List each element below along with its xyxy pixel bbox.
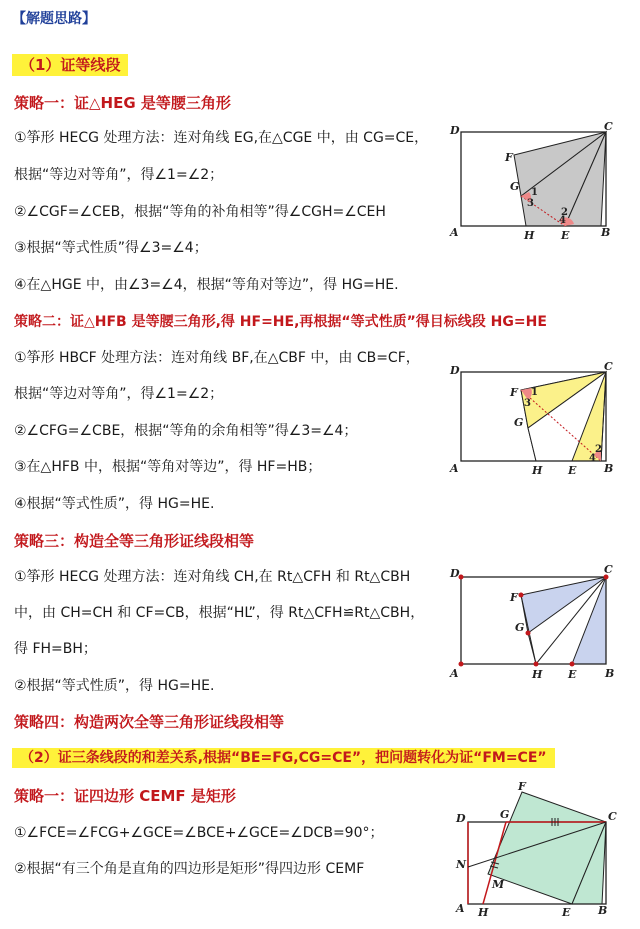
s1-line4: ③根据“等式性质”得∠3=∠4； — [14, 240, 208, 256]
s1-line3: ②∠CGF=∠CEB，根据“等角的补角相等”得∠CGH=∠CEH — [14, 204, 386, 220]
fig2-angle-3: 3 — [524, 398, 531, 409]
fig4-label-a: A — [456, 902, 465, 915]
fig2-label-g: G — [514, 416, 524, 429]
part1-title-text: （1）证等线段 — [12, 54, 128, 76]
fig3-label-g: G — [515, 621, 525, 634]
fig4-label-c: C — [608, 810, 617, 823]
fig1-label-h: H — [524, 229, 535, 242]
fig1-label-b: B — [601, 226, 611, 239]
fig3-point-f — [519, 593, 524, 598]
fig2-label-f: F — [510, 386, 518, 399]
fig1-angle-2: 2 — [561, 207, 568, 218]
part2-title-text: （2）证三条线段的和差关系,根据“BE=FG,CG=CE”，把问题转化为证“FM=CE” — [12, 748, 555, 768]
fig1-label-d: D — [450, 124, 460, 137]
fig1-label-f: F — [505, 151, 513, 164]
s3-line3: 得 FH=BH； — [14, 641, 97, 657]
strategy3-title: 策略三：构造全等三角形证线段相等 — [14, 532, 255, 550]
fig4-label-m: M — [492, 878, 505, 891]
fig3-label-d: D — [450, 567, 460, 580]
s1-line5: ④在△HGE 中，由∠3=∠4，根据“等角对等边”，得 HG=HE. — [14, 277, 399, 293]
fig3-label-a: A — [450, 667, 459, 680]
fig4-label-g: G — [500, 808, 510, 821]
strategy2-title: 策略二：证△HFB 是等腰三角形,得 HF=HE,再根据“等式性质”得目标线段 HG=HE — [14, 314, 547, 330]
figure-3-geometry — [448, 565, 618, 683]
strategy4-title: 策略四：构造两次全等三角形证线段相等 — [14, 713, 285, 731]
s5-line1: ①∠FCE=∠FCG+∠GCE=∠BCE+∠GCE=∠DCB=90°； — [14, 825, 384, 841]
fig1-angle-1: 1 — [531, 187, 538, 198]
strategy1-title: 策略一：证△HEG 是等腰三角形 — [14, 94, 231, 112]
fig3-point-g — [526, 631, 531, 636]
fig3-label-e: E — [568, 668, 577, 681]
s3-line1: ①筝形 HECG 处理方法：连对角线 CH,在 Rt△CFH 和 Rt△CBH — [14, 569, 411, 585]
fig2-label-e: E — [568, 464, 577, 477]
s5-line2: ②根据“有三个角是直角的四边形是矩形”得四边形 CEMF — [14, 861, 365, 877]
figure-1-geometry — [448, 120, 618, 242]
s2-line3: ②∠CFG=∠CBE，根据“等角的余角相等”得∠3=∠4； — [14, 423, 358, 439]
s1-line1: ①筝形 HECG 处理方法：连对角线 EG,在△CGE 中，由 CG=CE， — [14, 130, 429, 146]
fig3-label-c: C — [604, 565, 613, 576]
fig3-point-a — [459, 662, 464, 667]
fig3-point-e — [570, 662, 575, 667]
part1-title — [12, 54, 128, 75]
fig4-label-b: B — [598, 904, 608, 917]
fig2-label-b: B — [604, 462, 614, 475]
s2-line5: ④根据“等式性质”，得 HG=HE. — [14, 496, 215, 512]
part2-title — [12, 747, 555, 767]
s2-line4: ③在△HFB 中，根据“等角对等边”，得 HF=HB； — [14, 459, 322, 475]
fig1-angle-3: 3 — [527, 198, 534, 209]
fig3-label-h: H — [532, 668, 543, 681]
fig4-label-d: D — [456, 812, 466, 825]
fig4-label-e: E — [562, 906, 571, 919]
s2-line2: 根据“等边对等角”，得∠1=∠2； — [14, 386, 224, 402]
s1-line2: 根据“等边对等角”，得∠1=∠2； — [14, 167, 224, 183]
fig4-label-f: F — [518, 780, 526, 793]
section-header: 【解题思路】 — [12, 11, 96, 27]
fig1-label-e: E — [561, 229, 570, 242]
part2-strategy1-title: 策略一：证四边形 CEMF 是矩形 — [14, 787, 236, 805]
figure-4-geometry — [448, 780, 620, 922]
fig2-label-d: D — [450, 364, 460, 377]
fig4-label-n: N — [456, 858, 467, 871]
fig3-label-b: B — [605, 667, 615, 680]
fig1-label-a: A — [450, 226, 459, 239]
fig2-label-a: A — [450, 462, 459, 475]
fig3-point-h — [534, 662, 539, 667]
fig2-angle-2: 2 — [595, 444, 602, 455]
fig2-angle-4: 4 — [589, 453, 596, 464]
fig2-angle-1: 1 — [531, 387, 538, 398]
s2-line1: ①筝形 HBCF 处理方法：连对角线 BF,在△CBF 中，由 CB=CF， — [14, 350, 420, 366]
fig3-label-f: F — [510, 591, 518, 604]
fig4-label-h: H — [478, 906, 489, 919]
fig1-angle-4: 4 — [559, 215, 566, 226]
s3-line4: ②根据“等式性质”，得 HG=HE. — [14, 678, 215, 694]
fig1-label-g: G — [510, 180, 520, 193]
figure-2-geometry — [448, 360, 618, 478]
fig2-label-c: C — [604, 360, 613, 373]
s3-line2: 中，由 CH=CH 和 CF=CB，根据“HL”，得 Rt△CFH≌Rt△CBH， — [14, 605, 425, 621]
fig2-label-h: H — [532, 464, 543, 477]
fig1-label-c: C — [604, 120, 613, 133]
